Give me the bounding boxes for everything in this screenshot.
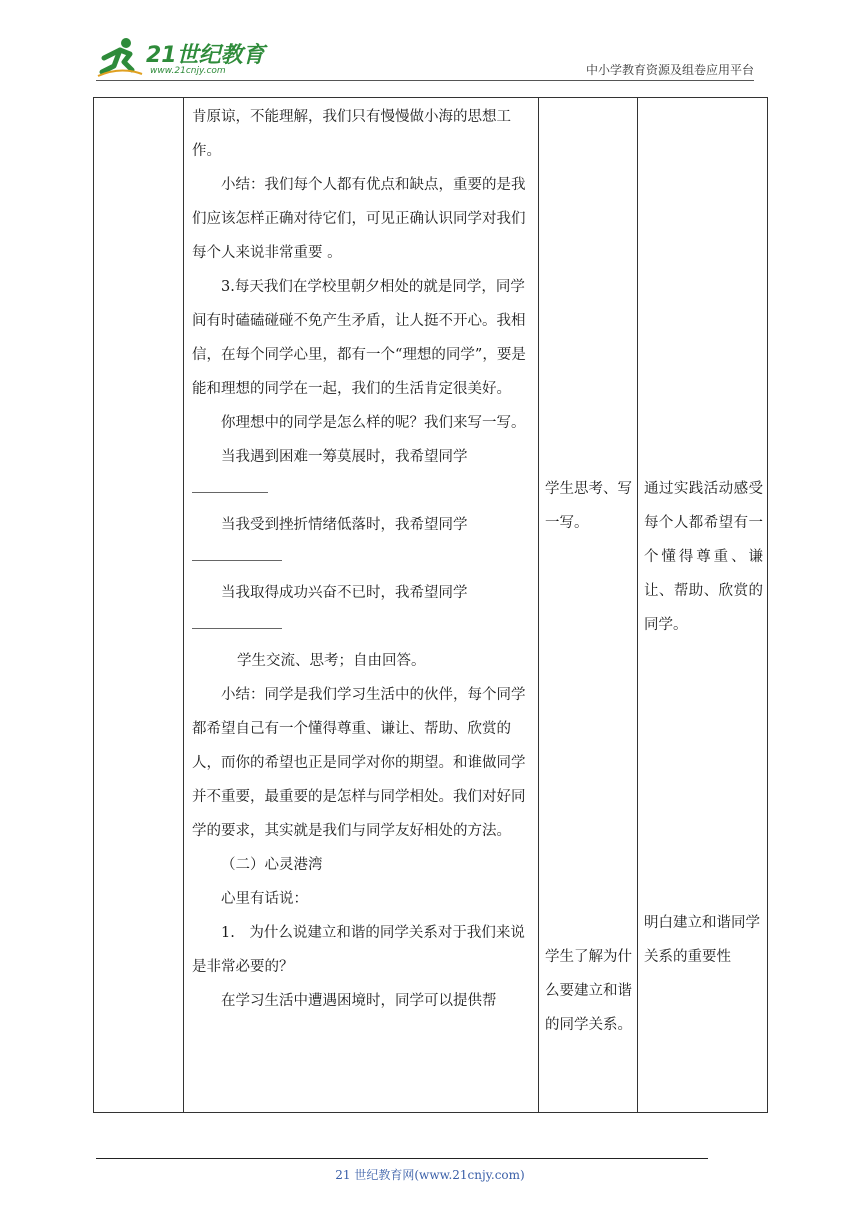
- paragraph: 小结：同学是我们学习生活中的伙伴，每个同学都希望自己有一个懂得尊重、谦让、帮助、欣赏的人，而你的希望也正是同学对你的期望。和谁做同学并不重要，最重要的是怎样与同学相处。我们对好同学的要求，其实就是我们与同学友好相处的方法。: [192, 687, 526, 839]
- logo-brand-text: 21世纪教育: [146, 43, 265, 68]
- paragraph: 小结：我们每个人都有优点和缺点，重要的是我们应该怎样正确对待它们，可见正确认识同学对我们每个人来说非常重要 。: [192, 177, 526, 261]
- student-activity-cell: [539, 98, 638, 1113]
- paragraph: 当我受到挫折情绪低落时，我希望同学: [221, 517, 468, 533]
- paragraph: 肯原谅，不能理解，我们只有慢慢做小海的思想工作。: [192, 109, 511, 159]
- fill-blank: [192, 542, 528, 576]
- stage-cell: [94, 98, 184, 1113]
- paragraph: 你理想中的同学是怎么样的呢？我们来写一写。: [221, 415, 526, 431]
- paragraph: 当我取得成功兴奋不已时，我希望同学: [221, 585, 468, 601]
- paragraph: 当我遇到困难一筹莫展时，我希望同学: [221, 449, 468, 465]
- content-cell: [184, 98, 539, 1113]
- site-logo: [96, 36, 266, 80]
- activity-text: 学生思考、写一写。: [545, 481, 632, 531]
- fill-blank: [192, 610, 528, 644]
- intent-text: 明白建立和谐同学关系的重要性: [644, 915, 760, 965]
- paragraph: 在学习生活中遭遇困境时，同学可以提供帮: [221, 993, 497, 1009]
- intent-text: 通过实践活动感受每个人都希望有一个懂得尊重、谦让、帮助、欣赏的同学。: [644, 481, 763, 633]
- platform-title: 中小学教育资源及组卷应用平台: [585, 63, 754, 77]
- runner-logo-icon: [96, 36, 144, 80]
- logo-url-text: www.21cnjy.com: [150, 66, 226, 76]
- footer-link[interactable]: 21 世纪教育网(www.21cnjy.com): [335, 1168, 525, 1182]
- design-intent-cell: [638, 98, 768, 1113]
- lesson-table: [93, 97, 768, 1113]
- footer-divider: [96, 1158, 708, 1159]
- paragraph: 1. 为什么说建立和谐的同学关系对于我们来说是非常必要的？: [192, 925, 525, 975]
- table-row: [94, 98, 768, 1113]
- fill-blank: [192, 474, 528, 508]
- activity-text: 学生了解为什么要建立和谐的同学关系。: [545, 949, 632, 1033]
- paragraph: 心里有话说：: [221, 891, 308, 907]
- paragraph: 学生交流、思考；自由回答。: [237, 653, 426, 669]
- paragraph: 3.每天我们在学校里朝夕相处的就是同学，同学间有时磕磕碰碰不免产生矛盾，让人挺不开心。我相信，在每个同学心里，都有一个“理想的同学”，要是能和理想的同学在一起，我们的生活肯定很美好。: [192, 279, 526, 397]
- section-heading: （二）心灵港湾: [221, 857, 323, 873]
- header-divider: [96, 80, 754, 81]
